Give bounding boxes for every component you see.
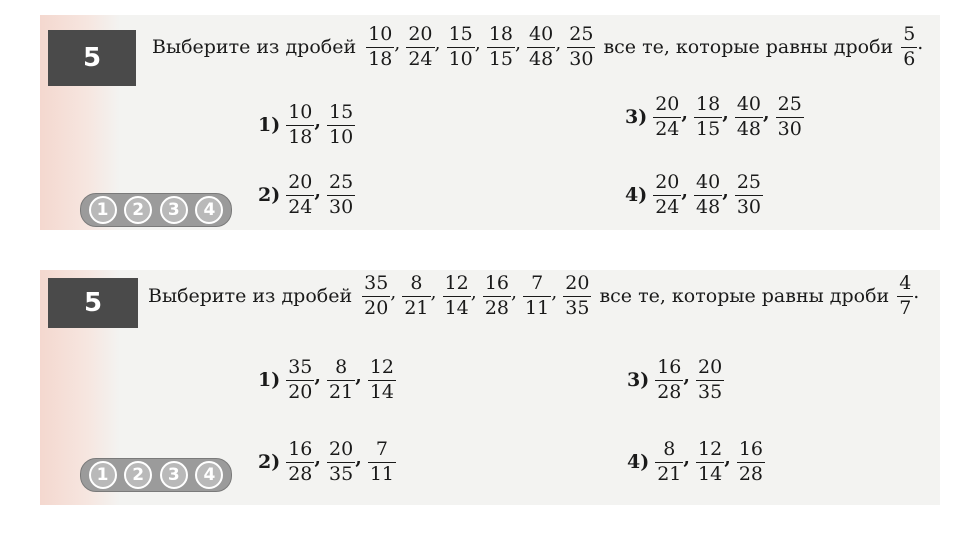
fraction-denominator: 14 (369, 380, 395, 403)
fraction-numerator: 12 (444, 272, 469, 294)
fraction (696, 358, 724, 403)
comma: , (551, 280, 558, 303)
fraction (286, 440, 314, 485)
answer-circle-2[interactable]: 2 (124, 196, 152, 224)
comma: , (434, 31, 441, 54)
fraction-numerator: 20 (329, 438, 354, 460)
fraction-denominator: 28 (288, 462, 313, 485)
fraction-denominator: 30 (777, 117, 802, 140)
option-fractions (655, 358, 724, 403)
fraction (487, 25, 515, 70)
prompt-after: все те, которые равны дроби (599, 285, 890, 308)
comma: , (355, 446, 362, 469)
fraction-numerator: 12 (369, 356, 395, 378)
fraction-numerator: 12 (698, 438, 723, 460)
fraction (737, 440, 765, 485)
fraction-numerator: 40 (529, 23, 554, 45)
question-line (152, 25, 936, 70)
fraction-numerator: 7 (375, 438, 388, 460)
fraction-numerator: 10 (288, 101, 313, 123)
fraction-denominator: 28 (484, 296, 509, 319)
comma: , (722, 179, 729, 202)
comma: , (390, 280, 397, 303)
fraction (286, 173, 314, 218)
answer-circles (80, 458, 232, 492)
comma: , (683, 364, 691, 387)
fraction-numerator: 16 (738, 438, 764, 460)
answer-option-2[interactable] (258, 173, 355, 218)
answer-circle-1[interactable]: 1 (89, 196, 117, 224)
comma: , (763, 101, 770, 124)
fraction-denominator: 11 (525, 296, 550, 319)
fraction-denominator: 14 (444, 296, 469, 319)
fraction-denominator: 48 (696, 195, 721, 218)
fraction-numerator: 18 (696, 93, 721, 115)
prompt-after: все те, которые равны дроби (603, 36, 894, 59)
fraction-numerator: 8 (663, 438, 676, 460)
option-label: 4) (627, 451, 650, 474)
fraction (402, 274, 430, 319)
comma: , (555, 31, 562, 54)
fraction-numerator: 20 (408, 23, 433, 45)
fraction (696, 440, 724, 485)
fraction (286, 358, 314, 403)
option-fractions (653, 173, 763, 218)
period: . (913, 280, 920, 303)
comma: , (724, 446, 731, 469)
fraction (567, 25, 595, 70)
comma: , (681, 179, 689, 202)
fraction-denominator: 20 (288, 380, 313, 403)
option-label: 3) (627, 369, 650, 392)
question-line (148, 274, 936, 319)
comma: , (474, 31, 481, 54)
fraction-numerator: 7 (531, 272, 544, 294)
fraction-denominator: 35 (698, 380, 723, 403)
fraction-numerator: 25 (777, 93, 802, 115)
fraction-denominator: 35 (565, 296, 590, 319)
fraction (735, 95, 763, 140)
fraction-numerator: 10 (368, 23, 393, 45)
fraction-numerator: 35 (364, 272, 389, 294)
fraction-numerator: 4 (899, 272, 912, 294)
answer-option-3[interactable] (627, 358, 724, 403)
answer-option-3[interactable] (625, 95, 804, 140)
fraction-numerator: 20 (698, 356, 723, 378)
answer-circle-1[interactable]: 1 (89, 461, 117, 489)
task-card (40, 15, 940, 230)
comma: , (314, 446, 322, 469)
fraction (368, 440, 396, 485)
fraction (327, 173, 355, 218)
fraction-denominator: 10 (329, 125, 354, 148)
comma: , (683, 446, 691, 469)
comma: , (515, 31, 522, 54)
fraction-denominator: 30 (736, 195, 762, 218)
comma: , (511, 280, 518, 303)
fraction (735, 173, 763, 218)
fraction-denominator: 30 (569, 47, 594, 70)
fraction (694, 173, 722, 218)
option-label: 2) (258, 184, 281, 207)
fraction (368, 358, 396, 403)
comma: , (314, 109, 322, 132)
fraction-denominator: 15 (488, 47, 513, 70)
fraction-numerator: 5 (903, 23, 916, 45)
fraction-numerator: 16 (484, 272, 509, 294)
fraction-denominator: 18 (288, 125, 313, 148)
fraction-list (366, 25, 595, 70)
comma: , (430, 280, 437, 303)
fraction-list (362, 274, 591, 319)
option-label: 3) (625, 106, 648, 129)
comma: , (394, 31, 401, 54)
fraction-denominator: 21 (657, 462, 682, 485)
fraction-denominator: 14 (698, 462, 723, 485)
fraction (563, 274, 591, 319)
fraction (776, 95, 804, 140)
target-fraction (897, 274, 913, 319)
fraction-numerator: 25 (736, 171, 762, 193)
fraction (653, 95, 681, 140)
fraction-denominator: 24 (408, 47, 433, 70)
fraction-denominator: 30 (329, 195, 354, 218)
comma: , (681, 101, 689, 124)
fraction-denominator: 21 (329, 380, 354, 403)
fraction-numerator: 15 (448, 23, 473, 45)
fraction-numerator: 40 (696, 171, 721, 193)
fraction-numerator: 8 (335, 356, 348, 378)
fraction (406, 25, 434, 70)
fraction (327, 440, 355, 485)
fraction-numerator: 8 (410, 272, 423, 294)
fraction (527, 25, 555, 70)
fraction-denominator: 24 (655, 117, 680, 140)
fraction-numerator: 15 (329, 101, 354, 123)
option-fractions (655, 440, 765, 485)
option-fractions (286, 358, 396, 403)
answer-option-1[interactable] (258, 103, 355, 148)
comma: , (470, 280, 477, 303)
target-fraction (901, 25, 917, 70)
fraction-denominator: 48 (736, 117, 762, 140)
fraction (655, 440, 683, 485)
option-label: 1) (258, 369, 281, 392)
option-label: 2) (258, 451, 281, 474)
fraction-numerator: 16 (288, 438, 313, 460)
fraction-numerator: 16 (657, 356, 682, 378)
option-fractions (286, 103, 355, 148)
fraction-denominator: 28 (738, 462, 764, 485)
answer-option-1[interactable] (258, 358, 396, 403)
comma: , (722, 101, 729, 124)
comma: , (314, 179, 322, 202)
answer-circle-3[interactable]: 3 (160, 196, 188, 224)
fraction (653, 173, 681, 218)
fraction-numerator: 25 (329, 171, 354, 193)
comma: , (314, 364, 322, 387)
fraction-numerator: 40 (736, 93, 762, 115)
fraction-denominator: 11 (369, 462, 395, 485)
fraction-denominator: 20 (364, 296, 389, 319)
fraction (483, 274, 511, 319)
answer-circle-2[interactable]: 2 (124, 461, 152, 489)
prompt-before: Выберите из дробей (148, 285, 353, 308)
fraction-denominator: 35 (329, 462, 354, 485)
fraction-denominator: 6 (903, 47, 916, 70)
answer-circle-4[interactable]: 4 (195, 461, 223, 489)
fraction-denominator: 21 (404, 296, 429, 319)
fraction-numerator: 20 (655, 93, 680, 115)
fraction (286, 103, 314, 148)
answer-circle-4[interactable]: 4 (195, 196, 223, 224)
fraction (327, 358, 355, 403)
option-fractions (286, 440, 396, 485)
fraction-denominator: 15 (696, 117, 721, 140)
option-fractions (286, 173, 355, 218)
fraction-numerator: 20 (288, 171, 313, 193)
fraction (362, 274, 390, 319)
fraction-numerator: 20 (565, 272, 590, 294)
comma: , (355, 364, 362, 387)
fraction (443, 274, 471, 319)
fraction (655, 358, 683, 403)
fraction-numerator: 18 (488, 23, 513, 45)
option-label: 4) (625, 184, 648, 207)
period: . (917, 31, 924, 54)
fraction (447, 25, 475, 70)
answer-circles (80, 193, 232, 227)
fraction-numerator: 35 (288, 356, 313, 378)
task-number: 5 (48, 30, 136, 86)
option-label: 1) (258, 114, 281, 137)
fraction-denominator: 24 (288, 195, 313, 218)
fraction-denominator: 24 (655, 195, 680, 218)
answer-option-2[interactable] (258, 440, 396, 485)
fraction (523, 274, 551, 319)
fraction-denominator: 10 (448, 47, 473, 70)
fraction-numerator: 20 (655, 171, 680, 193)
prompt-before: Выберите из дробей (152, 36, 357, 59)
answer-option-4[interactable] (625, 173, 763, 218)
fraction (694, 95, 722, 140)
option-fractions (653, 95, 804, 140)
answer-circle-3[interactable]: 3 (160, 461, 188, 489)
fraction-denominator: 28 (657, 380, 682, 403)
task-number: 5 (48, 278, 138, 328)
fraction-numerator: 25 (569, 23, 594, 45)
task-card (40, 270, 940, 505)
fraction-denominator: 48 (529, 47, 554, 70)
fraction-denominator: 18 (368, 47, 393, 70)
answer-option-4[interactable] (627, 440, 765, 485)
fraction-denominator: 7 (899, 296, 912, 319)
fraction (327, 103, 355, 148)
fraction (366, 25, 394, 70)
